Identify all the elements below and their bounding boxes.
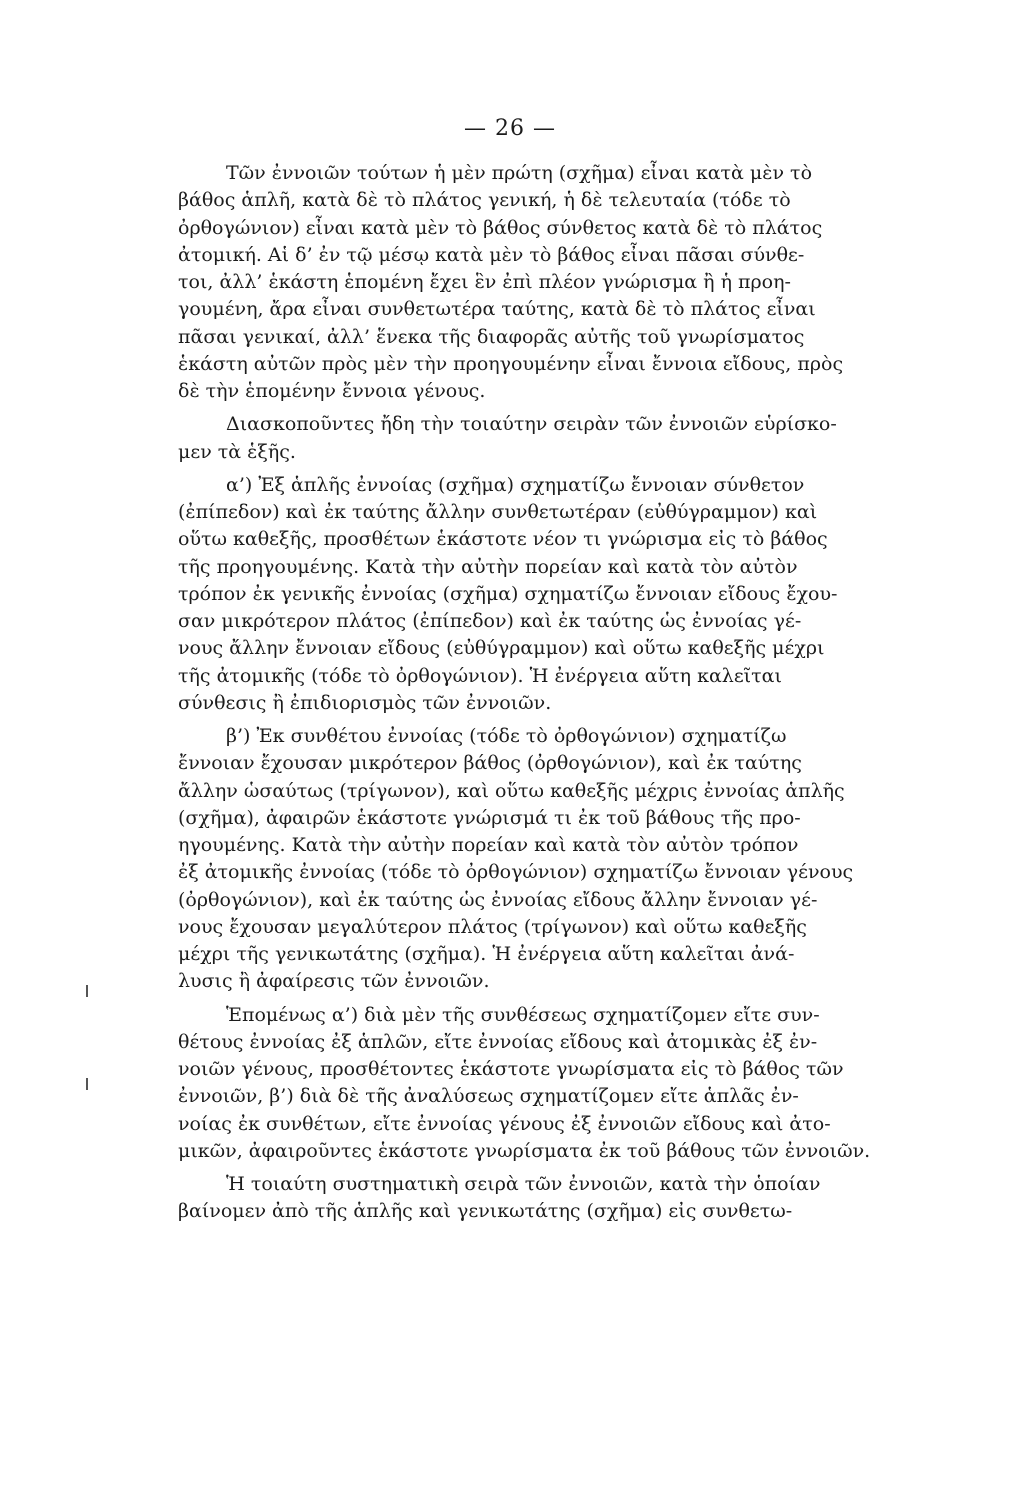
- text-line: ἐννοιῶν, β’) διὰ δὲ τῆς ἀναλύσεως σχηματίζομεν εἴτε ἁπλᾶς ἐν-: [178, 1085, 799, 1108]
- text-line: τρόπον ἐκ γενικῆς ἐννοίας (σχῆμα) σχηματίζω ἔννοιαν εἴδους ἔχου-: [178, 582, 838, 605]
- text-line: μέχρι τῆς γενικωτάτης (σχῆμα). Ἡ ἐνέργεια αὕτη καλεῖται ἀνά-: [178, 943, 795, 965]
- text-line: Ἡ τοιαύτη συστηματικὴ σειρὰ τῶν ἐννοιῶν, κατὰ τὴν ὁποίαν: [226, 1173, 821, 1195]
- margin-mark: [86, 1078, 88, 1090]
- text-line: νους ἄλλην ἔννοιαν εἴδους (εὐθύγραμμον) καὶ οὕτω καθεξῆς μέχρι: [178, 637, 825, 660]
- text-line: (σχῆμα), ἀφαιρῶν ἑκάστοτε γνώρισμά τι ἐκ τοῦ βάθους τῆς προ-: [178, 806, 801, 829]
- page-number: — 26 —: [464, 116, 556, 141]
- text-line: ἔννοιαν ἔχουσαν μικρότερον βάθος (ὀρθογώνιον), καὶ ἐκ ταύτης: [178, 752, 802, 775]
- paragraph-3: [178, 472, 1016, 717]
- paragraph-6: [178, 1171, 1016, 1226]
- text-line: λυσις ἢ ἀφαίρεσις τῶν ἐννοιῶν.: [178, 970, 490, 993]
- text-line: ἐξ ἀτομικῆς ἐννοίας (τόδε τὸ ὀρθογώνιον) σχηματίζω ἔννοιαν γένους: [178, 861, 854, 884]
- text-line: (ἐπίπεδον) καὶ ἐκ ταύτης ἄλλην συνθετωτέραν (εὐθύγραμμον) καὶ: [178, 501, 818, 523]
- text-line: βαίνομεν ἀπὸ τῆς ἁπλῆς καὶ γενικωτάτης (σχῆμα) εἰς συνθετω-: [178, 1200, 793, 1223]
- text-line: νους ἔχουσαν μεγαλύτερον πλάτος (τρίγωνον) καὶ οὕτω καθεξῆς: [178, 915, 807, 938]
- text-line: ηγουμένης. Κατὰ τὴν αὐτὴν πορείαν καὶ κατὰ τὸν αὐτὸν τρόπον: [178, 834, 799, 856]
- margin-mark: [86, 985, 88, 997]
- body-text: [178, 160, 1016, 1226]
- text-line: θέτους ἐννοίας ἐξ ἁπλῶν, εἴτε ἐννοίας εἴδους καὶ ἀτομικὰς ἐξ ἐν-: [178, 1030, 818, 1053]
- paragraph-2: [178, 411, 1016, 466]
- text-line: ἄλλην ὡσαύτως (τρίγωνον), καὶ οὕτω καθεξῆς μέχρις ἐννοίας ἁπλῆς: [178, 779, 845, 802]
- text-line: ὀρθογώνιον) εἶναι κατὰ μὲν τὸ βάθος σύνθετος κατὰ δὲ τὸ πλάτος: [178, 216, 823, 239]
- text-line: βάθος ἁπλῆ, κατὰ δὲ τὸ πλάτος γενική, ἡ δὲ τελευταία (τόδε τὸ: [178, 189, 791, 212]
- text-line: σαν μικρότερον πλάτος (ἐπίπεδον) καὶ ἐκ ταύτης ὡς ἐννοίας γέ-: [178, 610, 802, 632]
- text-line: νοιῶν γένους, προσθέτοντες ἑκάστοτε γνωρίσματα εἰς τὸ βάθος τῶν: [178, 1058, 844, 1080]
- text-line: νοίας ἐκ συνθέτων, εἴτε ἐννοίας γένους ἐξ ἐννοιῶν εἴδους καὶ ἀτο-: [178, 1112, 831, 1135]
- text-line: τῆς προηγουμένης. Κατὰ τὴν αὐτὴν πορείαν καὶ κατὰ τὸν αὐτὸν: [178, 555, 798, 578]
- paragraph-5: [178, 1002, 1016, 1166]
- text-line: τῆς ἀτομικῆς (τόδε τὸ ὀρθογώνιον). Ἡ ἐνέργεια αὕτη καλεῖται: [178, 664, 782, 687]
- text-line: δὲ τὴν ἑπομένην ἔννοια γένους.: [178, 380, 486, 402]
- text-line: (ὀρθογώνιον), καὶ ἐκ ταύτης ὡς ἐννοίας εἴδους ἄλλην ἔννοιαν γέ-: [178, 888, 818, 911]
- text-line: μεν τὰ ἑξῆς.: [178, 440, 296, 463]
- paragraph-1: [178, 160, 1016, 405]
- text-line: ἀτομική. Αἱ δ’ ἐν τῷ μέσῳ κατὰ μὲν τὸ βάθος εἶναι πᾶσαι σύνθε-: [178, 243, 805, 266]
- text-line: μικῶν, ἀφαιροῦντες ἑκάστοτε γνωρίσματα ἐκ τοῦ βάθους τῶν ἐννοιῶν.: [178, 1139, 871, 1162]
- text-line: τοι, ἀλλ’ ἑκάστη ἑπομένη ἔχει ἓν ἐπὶ πλέον γνώρισμα ἢ ἡ προη-: [178, 271, 791, 293]
- text-line: α’) Ἐξ ἁπλῆς ἐννοίας (σχῆμα) σχηματίζω ἔννοιαν σύνθετον: [226, 473, 805, 496]
- text-line: γουμένη, ἄρα εἶναι συνθετωτέρα ταύτης, κατὰ δὲ τὸ πλάτος εἶναι: [178, 298, 816, 321]
- paragraph-4: [178, 723, 1016, 996]
- text-line: οὕτω καθεξῆς, προσθέτων ἑκάστοτε νέον τι γνώρισμα εἰς τὸ βάθος: [178, 528, 828, 551]
- text-line: Τῶν ἐννοιῶν τούτων ἡ μὲν πρώτη (σχῆμα) εἶναι κατὰ μὲν τὸ: [226, 162, 813, 184]
- text-line: ἑκάστη αὐτῶν πρὸς μὲν τὴν προηγουμένην εἶναι ἔννοια εἴδους, πρὸς: [178, 352, 844, 375]
- text-line: πᾶσαι γενικαί, ἀλλ’ ἕνεκα τῆς διαφορᾶς αὐτῆς τοῦ γνωρίσματος: [178, 325, 805, 348]
- text-line: β’) Ἐκ συνθέτου ἐννοίας (τόδε τὸ ὀρθογώνιον) σχηματίζω: [226, 725, 787, 747]
- text-line: Ἑπομένως α’) διὰ μὲν τῆς συνθέσεως σχηματίζομεν εἴτε συν-: [226, 1003, 820, 1026]
- text-line: σύνθεσις ἢ ἐπιδιορισμὸς τῶν ἐννοιῶν.: [178, 691, 552, 714]
- text-line: Διασκοποῦντες ἤδη τὴν τοιαύτην σειρὰν τῶν ἐννοιῶν εὑρίσκο-: [226, 413, 837, 436]
